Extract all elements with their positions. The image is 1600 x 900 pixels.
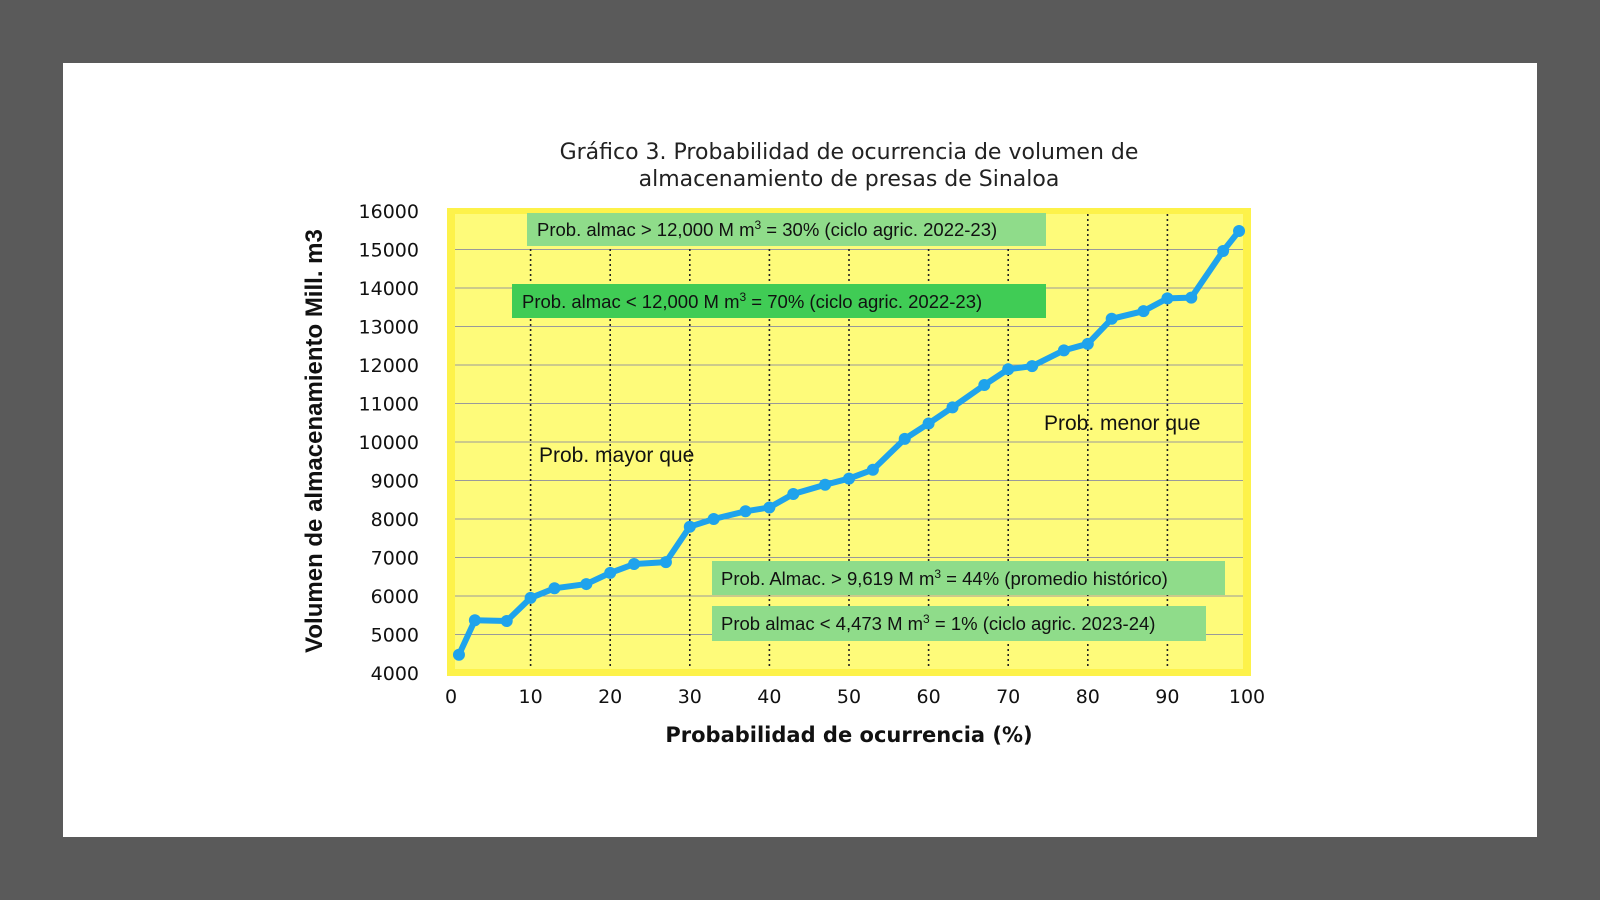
slide [63, 63, 1537, 837]
data-point [843, 473, 855, 485]
y-tick-label: 4000 [370, 663, 419, 685]
y-axis-label: Volumen de almacenamiento Mill. m3 [301, 229, 328, 653]
data-point [604, 567, 616, 579]
data-point [899, 433, 911, 445]
x-tick-label: 60 [916, 686, 941, 708]
data-point [819, 479, 831, 491]
x-tick-label: 0 [444, 686, 458, 708]
x-tick-label: 80 [1075, 686, 1100, 708]
x-tick-label: 20 [598, 686, 623, 708]
x-tick-label: 90 [1155, 686, 1180, 708]
data-point [1058, 344, 1070, 356]
data-point [1233, 225, 1245, 237]
data-point [978, 379, 990, 391]
y-tick-label: 10000 [358, 432, 419, 454]
data-point [1026, 360, 1038, 372]
data-point [660, 556, 672, 568]
data-point [1002, 363, 1014, 375]
x-tick-label: 40 [757, 686, 782, 708]
x-axis-label: Probabilidad de ocurrencia (%) [665, 723, 1033, 747]
y-tick-label: 11000 [358, 393, 419, 416]
data-point [684, 521, 696, 533]
annotation-text-3: Prob. Almac. > 9,619 M $m^3 = 44\%$ (promedio histórico) [721, 567, 1168, 589]
y-tick-label: 6000 [370, 586, 419, 608]
data-point [740, 505, 752, 517]
data-point [787, 488, 799, 500]
chart [63, 63, 1537, 837]
x-tick-label: 50 [836, 686, 862, 708]
x-tick-label: 10 [518, 686, 543, 708]
data-point [1185, 292, 1197, 304]
data-point [525, 592, 537, 604]
chart-title-line-2: almacenamiento de presas de Sinaloa [638, 167, 1060, 192]
y-tick-label: 14000 [358, 278, 419, 300]
annotation-text-1: Prob. almac > 12,000 M $m^3 = 30\%$ (ciclo agric. 2022-23) [537, 218, 998, 240]
annotation-text-4: Prob almac < 4,473 M $m^3 = 1\%$ (ciclo agric. 2023-24) [721, 612, 1156, 634]
data-point [1082, 338, 1094, 350]
y-tick-label: 15000 [358, 239, 419, 262]
data-point [708, 513, 720, 525]
x-tick-label: 100 [1228, 686, 1266, 708]
data-point [1161, 292, 1173, 304]
data-point [1138, 305, 1150, 317]
x-tick-labels [445, 686, 1265, 708]
y-tick-label: 5000 [370, 624, 419, 647]
data-point [1217, 245, 1229, 257]
data-point [469, 614, 481, 626]
data-point [580, 578, 592, 590]
label-prob-mayor-que: Prob. mayor que [539, 444, 695, 467]
data-point [867, 464, 879, 476]
x-tick-label: 70 [996, 686, 1021, 708]
chart-title-line-1: Gráfico 3. Probabilidad de ocurrencia de volumen de [559, 140, 1139, 165]
data-point [501, 615, 513, 627]
y-tick-label: 7000 [370, 547, 419, 570]
y-tick-labels [359, 201, 419, 685]
data-point [628, 558, 640, 570]
data-point [453, 649, 465, 661]
data-point [763, 501, 775, 513]
y-tick-label: 13000 [358, 316, 419, 339]
data-point [1106, 313, 1118, 325]
y-tick-label: 16000 [358, 201, 419, 223]
data-point [923, 418, 935, 430]
y-tick-label: 9000 [370, 470, 419, 493]
y-tick-label: 12000 [358, 355, 419, 377]
data-point [946, 401, 958, 413]
y-tick-label: 8000 [370, 509, 419, 531]
label-prob-menor-que: Prob. menor que [1044, 412, 1201, 435]
x-tick-label: 30 [677, 686, 702, 708]
annotation-text-2: Prob. almac < 12,000 M $m^3 = 70\%$ (ciclo agric. 2022-23) [522, 290, 983, 312]
data-point [548, 582, 560, 594]
